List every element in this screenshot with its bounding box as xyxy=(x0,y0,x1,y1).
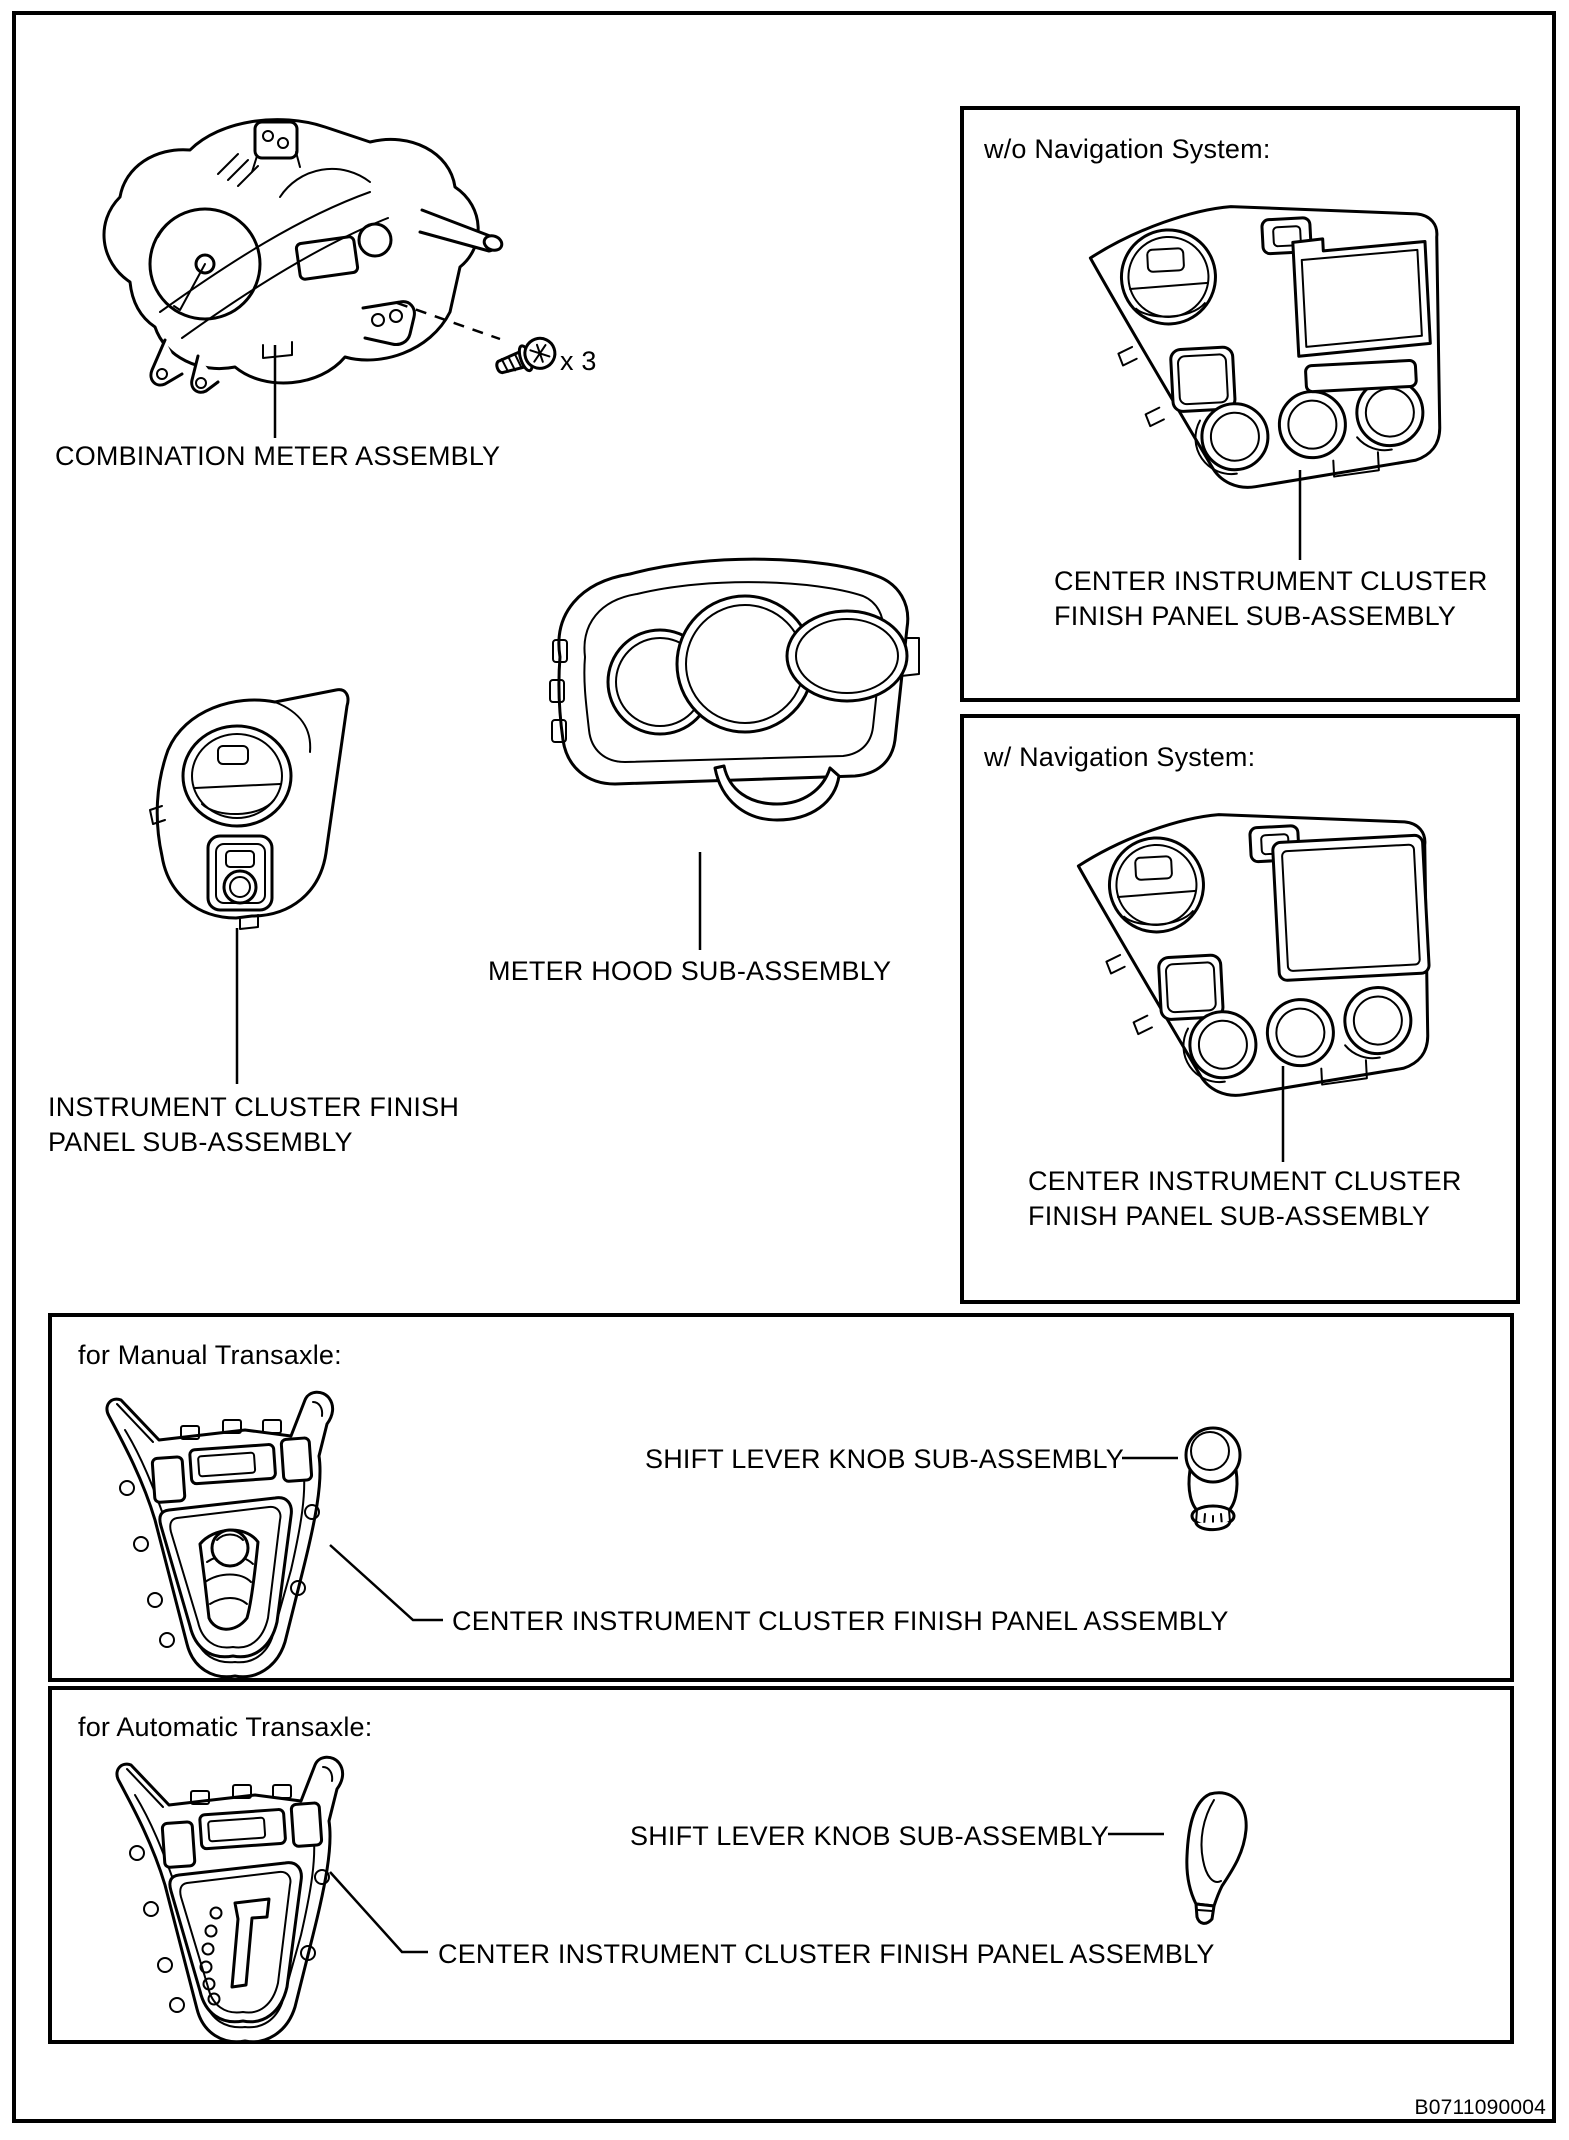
with-nav-panel-illustration xyxy=(1076,804,1438,1103)
with-nav-panel-label-line2: FINISH PANEL SUB-ASSEMBLY xyxy=(1028,1201,1431,1231)
instrument-cluster-label-line2: PANEL SUB-ASSEMBLY xyxy=(48,1127,353,1157)
screw-count-label: x 3 xyxy=(560,346,597,376)
combination-meter-label: COMBINATION METER ASSEMBLY xyxy=(55,441,501,471)
with-nav-box xyxy=(962,716,1518,1302)
without-nav-panel-label-line1: CENTER INSTRUMENT CLUSTER xyxy=(1054,566,1488,596)
meter-hood-label: METER HOOD SUB-ASSEMBLY xyxy=(488,956,892,986)
combination-meter-illustration xyxy=(104,120,504,393)
manual-transaxle-box xyxy=(50,1315,1512,1680)
manual-title: for Manual Transaxle: xyxy=(78,1340,342,1370)
automatic-console-illustration xyxy=(117,1757,343,2042)
without-nav-panel-label-line2: FINISH PANEL SUB-ASSEMBLY xyxy=(1054,601,1457,631)
instrument-cluster-label-line1: INSTRUMENT CLUSTER FINISH xyxy=(48,1092,460,1122)
manual-shift-knob-label: SHIFT LEVER KNOB SUB-ASSEMBLY xyxy=(645,1444,1124,1474)
manual-console-illustration xyxy=(107,1392,333,1677)
automatic-shift-knob-label: SHIFT LEVER KNOB SUB-ASSEMBLY xyxy=(630,1821,1109,1851)
with-nav-panel-label-line1: CENTER INSTRUMENT CLUSTER xyxy=(1028,1166,1462,1196)
instrument-cluster-panel-illustration xyxy=(150,690,348,929)
manual-panel-label: CENTER INSTRUMENT CLUSTER FINISH PANEL ASSEMBLY xyxy=(452,1606,1229,1636)
meter-hood-illustration xyxy=(550,559,919,820)
with-nav-title: w/ Navigation System: xyxy=(984,742,1256,772)
automatic-transaxle-box xyxy=(50,1688,1512,2042)
manual-shift-knob-illustration xyxy=(1186,1428,1240,1530)
figure-code: B0711090004 xyxy=(1414,2096,1546,2119)
without-nav-title: w/o Navigation System: xyxy=(984,134,1271,164)
automatic-title: for Automatic Transaxle: xyxy=(78,1712,373,1742)
without-nav-panel-illustration xyxy=(1088,196,1450,495)
automatic-shift-knob-illustration xyxy=(1187,1793,1246,1924)
without-nav-box xyxy=(962,108,1518,700)
automatic-panel-label: CENTER INSTRUMENT CLUSTER FINISH PANEL ASSEMBLY xyxy=(438,1939,1215,1969)
